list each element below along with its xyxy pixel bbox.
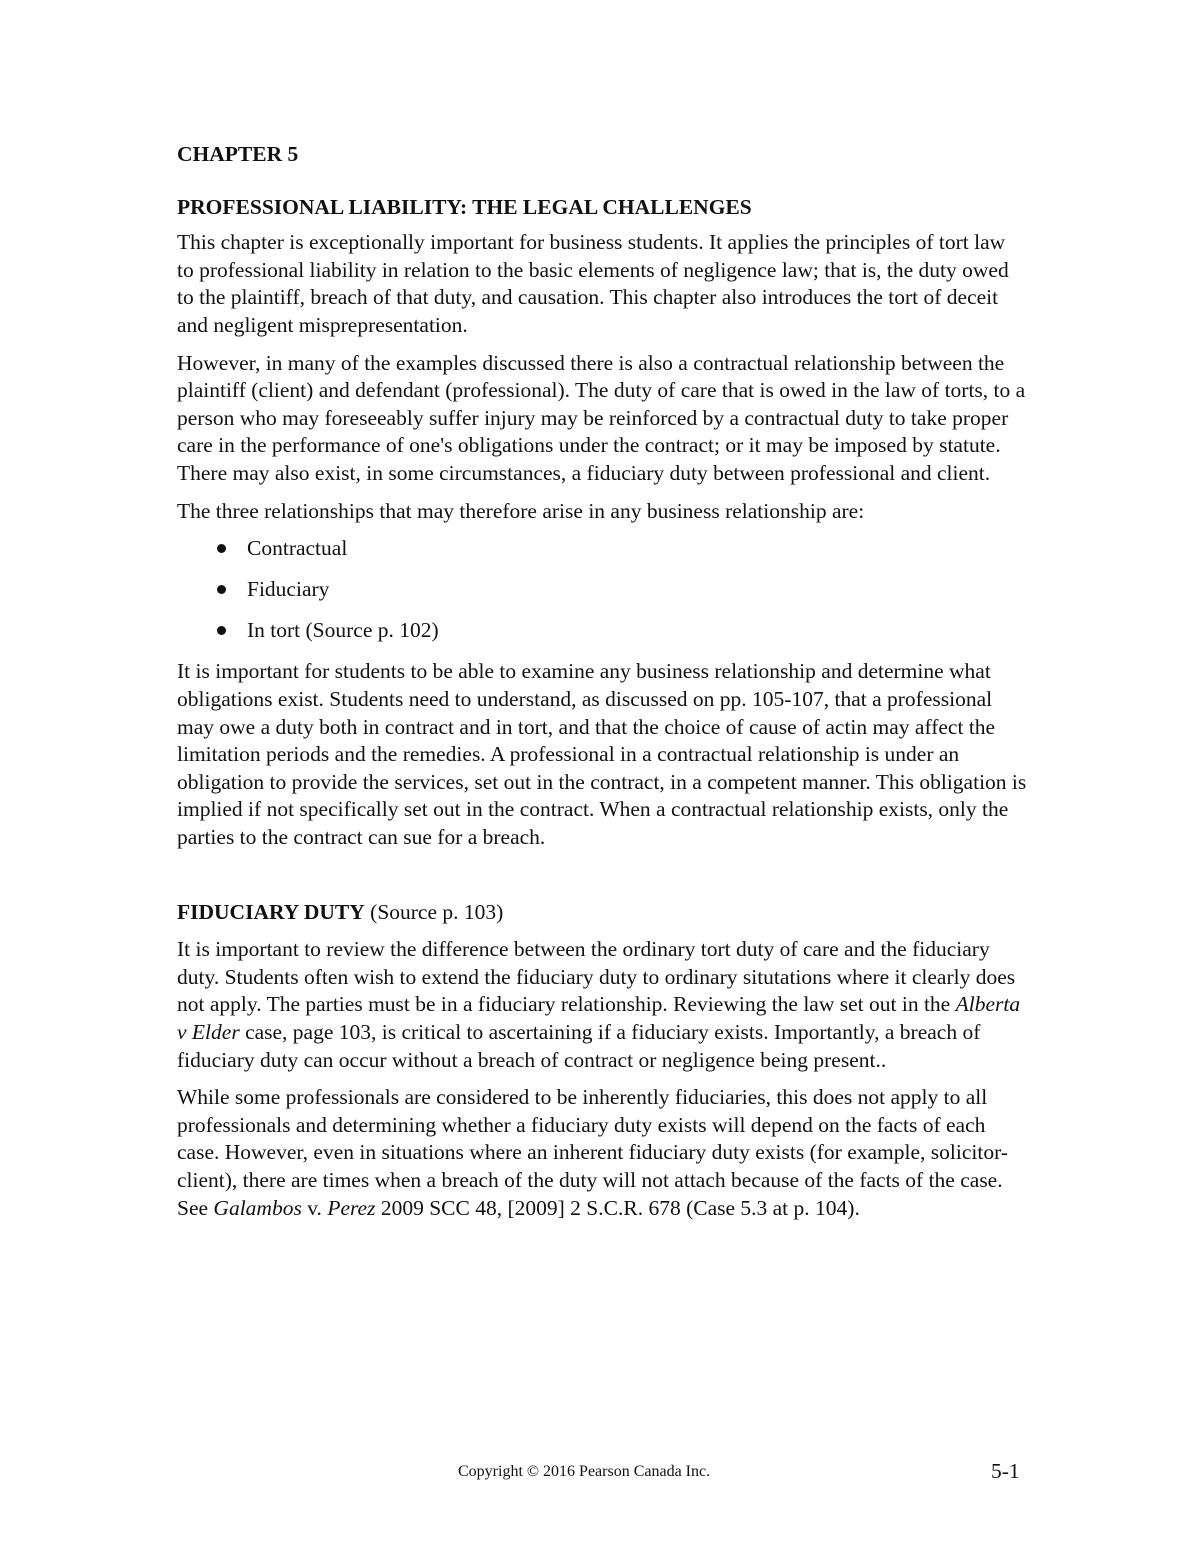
fiduciary-heading-title: FIDUCIARY DUTY bbox=[177, 899, 365, 924]
relationships-list bbox=[177, 535, 1027, 645]
chapter-title: PROFESSIONAL LIABILITY: THE LEGAL CHALLENGES bbox=[177, 194, 752, 219]
chapter-label: CHAPTER 5 bbox=[177, 142, 299, 166]
list-item bbox=[177, 617, 1027, 645]
list-item-label: Contractual bbox=[247, 536, 348, 561]
intro-paragraph-1: This chapter is exceptionally important for business students. It applies the principles of tort law to professional liability in relation to the basic elements of negligence law; that is, the duty owed to the plaintiff, breach of that duty, and causation. This chapter also introduces the tort of deceit and negligent misprepresentation. bbox=[177, 230, 1009, 337]
list-item-label: In tort (Source p. 102) bbox=[247, 618, 439, 643]
intro-paragraph-2: However, in many of the examples discussed there is also a contractual relationship between the plaintiff (client) and defendant (professional). The duty of care that is owed in the law of torts, to a person who may foreseeably suffer injury may be reinforced by a contractual duty to take proper care in the performance of one's obligations under the contract; or it may be imposed by statute. There may also exist, in some circumstances, a fiduciary duty between professional and client. bbox=[177, 350, 1026, 485]
section-spacer bbox=[177, 862, 1027, 899]
bullet-icon bbox=[217, 626, 226, 635]
fiduciary-heading-source: (Source p. 103) bbox=[370, 899, 504, 924]
text-segment: 2009 SCC 48, [2009] 2 S.C.R. 678 (Case 5.3 at p. 104). bbox=[375, 1195, 860, 1220]
text-segment: v. bbox=[301, 1195, 328, 1220]
case-name: Perez bbox=[327, 1195, 376, 1220]
fiduciary-heading bbox=[177, 899, 1027, 927]
text-segment: case, page 103, is critical to ascertaining if a fiduciary exists. Importantly, a breach of fiduciary duty can occur without a breach of contract or negligence being present.. bbox=[177, 1019, 981, 1072]
text-segment: It is important to review the difference between the ordinary tort duty of care and the fiduciary duty. Students often wish to extend the fiduciary duty to ordinary situtations where it clearly does not apply. The parties must be in a fiduciary relationship. Reviewing the law set out in the bbox=[177, 937, 1016, 1017]
intro-paragraph-3: The three relationships that may therefore arise in any business relationship are: bbox=[177, 498, 865, 523]
fiduciary-paragraph-1 bbox=[177, 936, 1027, 1074]
case-name: Alberta v Elder bbox=[177, 992, 1021, 1044]
fiduciary-paragraph-2 bbox=[177, 1084, 1027, 1222]
list-item-label: Fiduciary bbox=[247, 577, 330, 602]
page-number: 5-1 bbox=[991, 1459, 1020, 1483]
case-name: Galambos bbox=[213, 1195, 302, 1220]
intro-paragraph-4: It is important for students to be able to examine any business relationship and determine what obligations exist. Students need to understand, as discussed on pp. 105-107, that a professional may owe a duty both in contract and in tort, and that the choice of cause of actin may affect the limitation periods and the remedies. A professional in a contractual relationship is under an obligation to provide the services, set out in the contract, in a competent manner. This obligation is implied if not specifically set out in the contract. When a contractual relationship exists, only the parties to the contract can sue for a breach. bbox=[177, 659, 1027, 849]
footer-copyright: Copyright © 2016 Pearson Canada Inc. bbox=[458, 1463, 711, 1480]
bullet-icon bbox=[217, 544, 226, 553]
text-segment: While some professionals are considered to be inherently fiduciaries, this does not apply to all professionals and determining whether a fiduciary duty exists will depend on the facts of each case. However, even in situations where an inherent fiduciary duty exists (for example, solicitor-client), there are times when a breach of the duty will not attach because of the facts of the case. See bbox=[177, 1085, 1008, 1220]
bullet-icon bbox=[217, 585, 226, 594]
list-item bbox=[177, 535, 1027, 563]
page-content bbox=[177, 141, 1027, 1232]
list-item bbox=[177, 576, 1027, 604]
